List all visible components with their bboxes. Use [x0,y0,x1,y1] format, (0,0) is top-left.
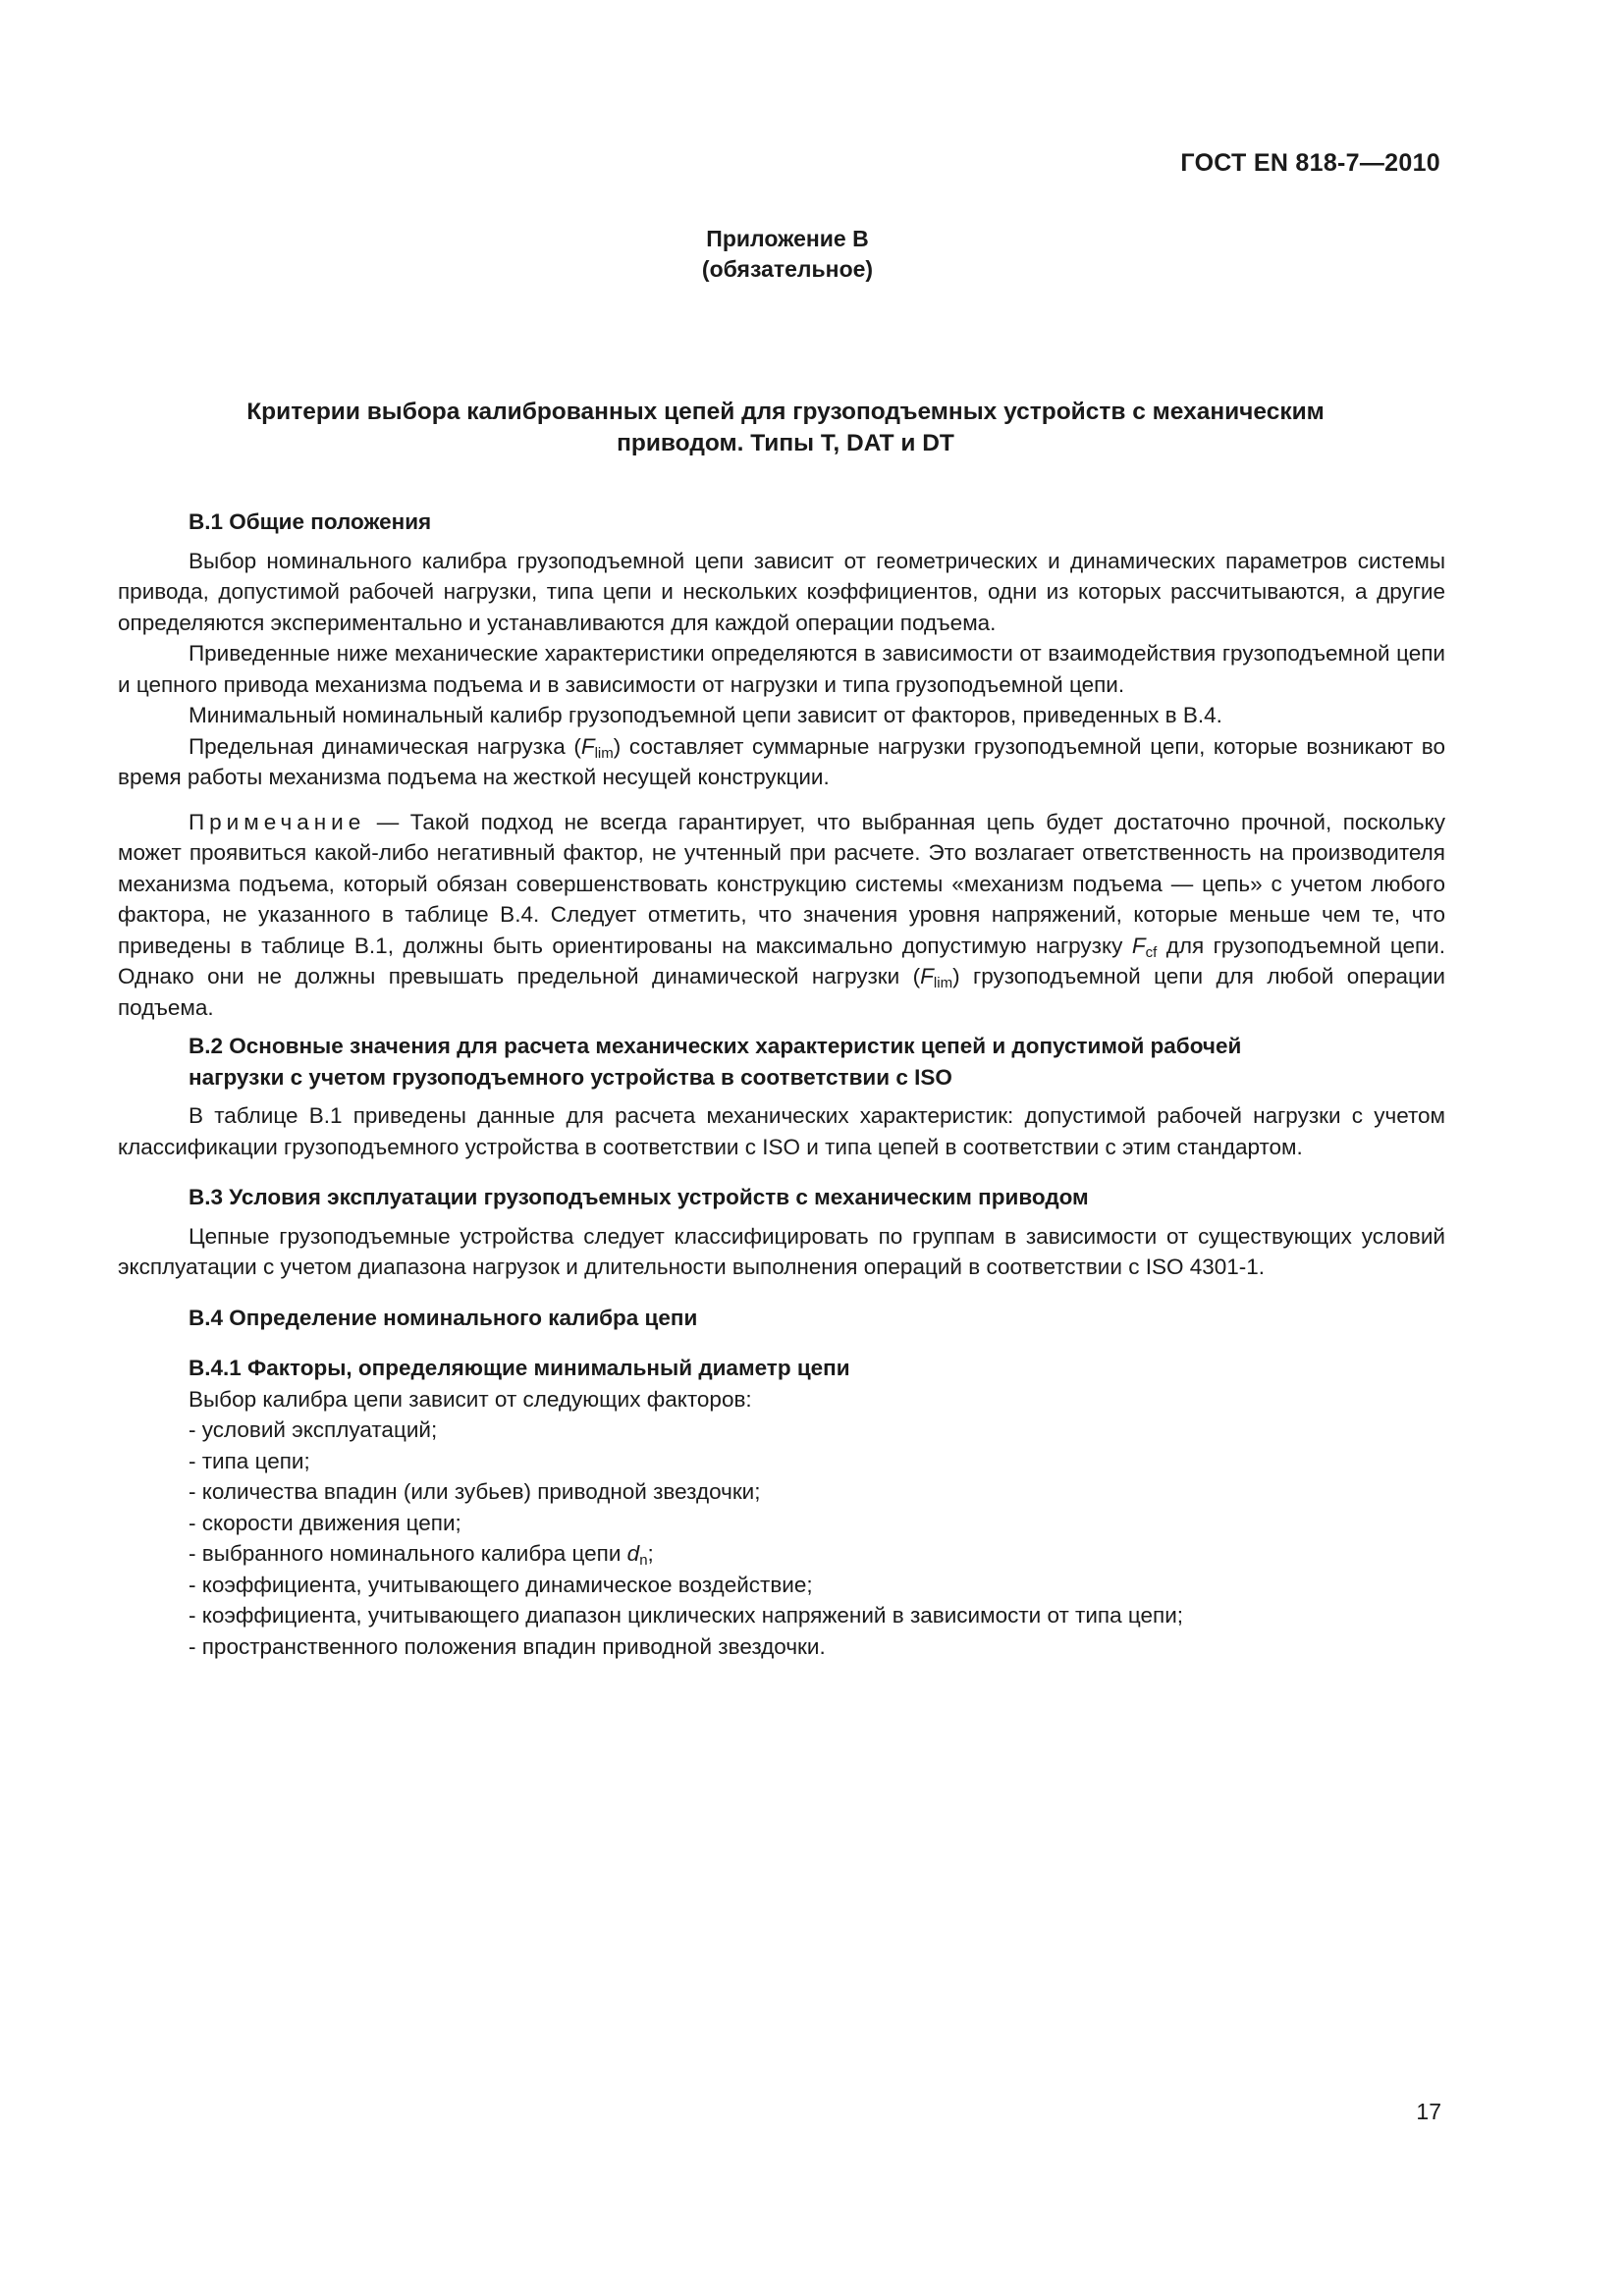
list-item: - скорости движения цепи; [189,1510,461,1535]
list-item: - типа цепи; [189,1448,310,1473]
annex-title: Приложение В [706,226,869,251]
list-item: - условий эксплуатаций; [189,1417,438,1442]
section-b4-1-heading: В.4.1 Факторы, определяющие минимальный диаметр цепи [189,1356,850,1380]
section-b1-paragraph-3: Минимальный номинальный калибр грузоподъемной цепи зависит от факторов, приведенных в В.4. [189,703,1222,727]
list-item: - коэффициента, учитывающего диапазон циклических напряжений в зависимости от типа цепи; [189,1603,1184,1628]
section-b2-paragraph-1: В таблице В.1 приведены данные для расчета механических характеристик: допустимой рабочей нагрузки с учетом классификации грузоподъемного устройства в соответствии с ISO и типа цепей в соответствии с этим стандартом. [118,1103,1445,1159]
list-item: - коэффициента, учитывающего динамическое воздействие; [189,1572,813,1597]
list-item: - количества впадин (или зубьев) приводной звездочки; [189,1479,761,1504]
annex-main-title [147,397,1424,459]
section-b3-paragraph-1: Цепные грузоподъемные устройства следует классифицировать по группам в зависимости от существующих условий эксплуатации с учетом диапазона нагрузок и длительности выполнения операций в соответствии с ISO 4301-1. [118,1223,1445,1279]
section-b4-heading: В.4 Определение номинального калибра цепи [189,1305,698,1330]
section-b1-paragraph-2: Приведенные ниже механические характеристики определяются в зависимости от взаимодействия грузоподъемной цепи и цепного привода механизма подъема и в зависимости от нагрузки и типа грузоподъемной цепи. [118,641,1445,697]
section-b1-paragraph-1: Выбор номинального калибра грузоподъемной цепи зависит от геометрических и динамических параметров системы привода, допустимой рабочей нагрузки, типа цепи и нескольких коэффициентов, одни из которых рассчитываются, а другие определяются экспериментально и устанавливаются для каждой операции подъема. [118,548,1445,635]
main-title-line-1: Критерии выбора калиброванных цепей для грузоподъемных устройств с механическим [246,399,1325,425]
list-item: - пространственного положения впадин приводной звездочки. [189,1633,826,1659]
section-b3-heading: В.3 Условия эксплуатации грузоподъемных устройств с механическим приводом [189,1185,1089,1209]
note-label: Примечание [189,809,366,834]
section-b4-1-intro: Выбор калибра цепи зависит от следующих факторов: [189,1386,752,1412]
section-b1-paragraph-4: Предельная динамическая нагрузка $(F_{lim})$ составляет суммарные нагрузки грузоподъемной цепи, которые возникают во время работы механизма подъема на жесткой несущей конструкции. [118,733,1445,789]
factor-list [118,1415,1445,1662]
annex-status: (обязательное) [701,256,874,282]
section-b2-heading: В.2 Основные значения для расчета механических характеристик цепей и допустимой рабочей нагрузки с учетом грузоподъемного устройства в соответствии с ISO [189,1034,1242,1090]
list-item: - выбранного номинального калибра цепи $d_n$; [189,1541,654,1569]
document-body [118,507,1445,1662]
section-b1-heading: В.1 Общие положения [189,509,432,534]
page-number: 17 [1416,2099,1441,2124]
annex-heading [0,224,1575,285]
section-b1-note: Примечание — Такой подход не всегда гарантирует, что выбранная цепь будет достаточно прочной, поскольку может проявиться какой-либо негативный фактор, не учтенный при расчете. Это возлагает ответственность на производителя механизма подъема, который обязан совершенствовать конструкцию системы «механизм подъема — цепь» с учетом любого фактора, не указанного в таблице В.4. Следует отметить, что значения уровня напряжений, которые меньше чем те, что приведены в таблице В.1, должны быть ориентированы на максимально допустимую нагрузку $F_{cf}$ для грузоподъемной цепи. Однако они не должны превышать предельной динамической нагрузки $(F_{lim})$ грузоподъемной цепи для любой операции подъема. [118,809,1446,1020]
main-title-line-2: приводом. Типы Т, DAT и DT [617,430,954,456]
standard-number: ГОСТ EN 818-7—2010 [1180,149,1440,177]
